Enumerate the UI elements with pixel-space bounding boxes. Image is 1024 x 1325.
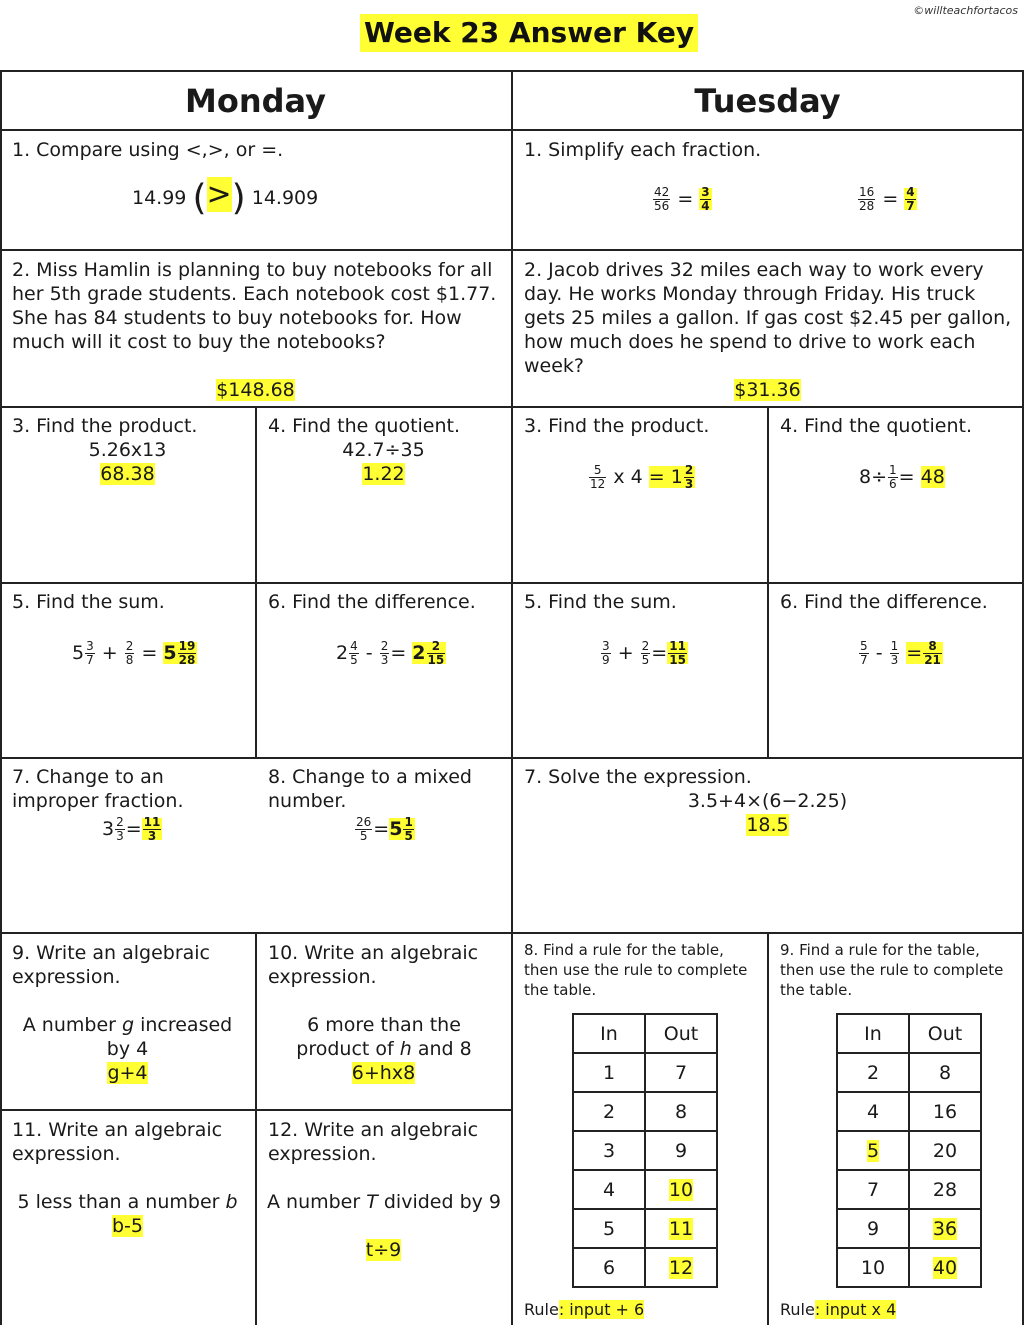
tue-q1-prompt: 1. Simplify each fraction. [524,139,762,161]
mon-q10-prompt: 10. Write an algebraic expression. [268,942,479,988]
mon-q8-prompt: 8. Change to a mixed number. [268,766,472,812]
mon-q1-comparison: 14.99 (>) 14.909 [132,177,319,219]
mon-q10-answer: 6+hx8 [351,1062,416,1084]
table-row: 4 10 [573,1170,717,1209]
table-row: 2 8 [573,1092,717,1131]
mon-q9-desc: A number g increased by 4 [22,1014,233,1060]
mon-q8-answer: 5 $\frac{1}{5}$ [389,815,413,843]
mon-q6-work: 2 $\frac{4}{5}$ - $\frac{2}{3}$ = 2 $\frac{2}{15}$ [336,639,445,667]
table-row: 5 11 [573,1209,717,1248]
tue-q8-answer: : input + 6 [558,1300,645,1319]
mon-q11-prompt: 11. Write an algebraic expression. [12,1119,223,1165]
mon-q1-answer: > [206,177,232,212]
mon-q9-answer: g+4 [107,1062,148,1084]
mon-q5-answer: 5 $\frac{19}{28}$ [163,639,196,667]
mon-q12-prompt: 12. Write an algebraic expression. [268,1119,479,1165]
mon-q2-answer-row [0,378,511,402]
tue-q2-answer: $31.36 [734,379,801,401]
tue-q5-work: $\frac{3}{9}$ + $\frac{2}{5}$ = $\frac{11}{15}$ [602,639,686,667]
tue-q8-prompt: 8. Find a rule for the table, then use the rule to complete the table. [524,941,748,999]
table-row: 5 20 [837,1131,981,1170]
table-row: 1 7 [573,1053,717,1092]
tue-q6-work: $\frac{5}{7}$ - $\frac{1}{3}$ = $\frac{8}{21}$ [860,639,941,667]
tue-q5-answer: $\frac{11}{15}$ [669,639,686,667]
tue-q7-expr: 3.5+4×(6−2.25) [687,790,848,812]
tue-q6-answer: = $\frac{8}{21}$ [906,639,941,667]
mon-q1-prompt: 1. Compare using <,>, or =. [12,139,284,161]
mon-q6-answer: 2 $\frac{2}{15}$ [412,639,445,667]
mon-q3-expr: 5.26x13 [88,439,167,461]
tue-q8-io-table: In Out 1 7 2 8 3 9 4 10 5 11 6 12 [572,1013,718,1288]
mon-q9-prompt: 9. Write an algebraic expression. [12,942,211,988]
mon-q7-work: 3 $\frac{2}{3}$ = $\frac{11}{3}$ [102,815,161,843]
mon-q6-prompt: 6. Find the difference. [268,591,476,613]
tue-q4-answer: 48 [920,466,945,488]
tue-q3-work: $\frac{5}{12}$ x 4 = 1 $\frac{2}{3}$ [590,463,694,491]
mon-q10-desc: 6 more than the product of h and 8 [296,1014,472,1060]
mon-q5-work: 5 $\frac{3}{7}$ + $\frac{2}{8}$ = 5 $\frac{19}{28}$ [72,639,196,667]
tue-q9-answer: : input x 4 [814,1300,897,1319]
tue-q7-answer: 18.5 [746,814,789,836]
monday-heading: Monday [185,82,326,120]
mon-q8-work: $\frac{26}{5}$ =5 $\frac{1}{5}$ [356,815,413,843]
table-row: 10 40 [837,1248,981,1287]
mon-q4-prompt: 4. Find the quotient. [268,415,461,437]
mon-q5-prompt: 5. Find the sum. [12,591,165,613]
tue-q4-prompt: 4. Find the quotient. [780,415,973,437]
tue-q2-prompt: 2. Jacob drives 32 miles each way to work every day. He works Monday through Friday. His truck gets 25 miles a gallon. If gas cost $2.45 per gallon, how much does he spend to drive to work each week? [524,259,1012,377]
table-row: 9 36 [837,1209,981,1248]
table-row: 2 8 [837,1053,981,1092]
mon-q3-prompt: 3. Find the product. [12,415,198,437]
tue-q3-prompt: 3. Find the product. [524,415,710,437]
tue-q9-rule: Rule: input x 4 [780,1300,897,1319]
tue-q7-prompt: 7. Solve the expression. [524,766,752,788]
tue-q9-io-table: In Out 2 8 4 16 5 20 7 28 9 36 10 40 [836,1013,982,1288]
mon-q2-answer: $148.68 [216,379,295,401]
mon-q4-answer: 1.22 [362,463,405,485]
tue-q1-answer-a: $\frac{3}{4}$ [701,185,710,213]
tue-q1-work-a: $\frac{42}{56}$ = $\frac{3}{4}$ [654,185,710,213]
tue-q3-answer: = 1 $\frac{2}{3}$ [648,463,694,491]
tue-q9-prompt: 9. Find a rule for the table, then use the rule to complete the table. [780,941,1004,999]
mon-q7-answer: $\frac{11}{3}$ [143,815,161,843]
tue-q8-rule: Rule: input + 6 [524,1300,645,1319]
table-row: 7 28 [837,1170,981,1209]
mon-q3-answer: 68.38 [100,463,155,485]
mon-q12-desc: A number T divided by 9 [266,1191,502,1213]
mon-q11-desc: 5 less than a number b [17,1191,238,1213]
table-row: 4 16 [837,1092,981,1131]
mon-q7-prompt: 7. Change to an improper fraction. [12,766,184,812]
mon-q2-prompt: 2. Miss Hamlin is planning to buy notebooks for all her 5th grade students. Each notebook cost $1.77. She has 84 students to buy notebooks for. How much will it cost to buy the notebooks? [12,259,497,353]
table-row: 3 9 [573,1131,717,1170]
tue-q1-work-b: $\frac{16}{28}$ = $\frac{4}{7}$ [859,185,915,213]
page-title: Week 23 Answer Key [360,14,698,52]
tue-q4-work: 8÷ $\frac{1}{6}$ = 48 [859,463,945,491]
tuesday-heading: Tuesday [694,82,841,120]
credit-watermark: ©willteachfortacos [913,4,1018,17]
mon-q11-answer: b-5 [111,1215,143,1237]
tue-q5-prompt: 5. Find the sum. [524,591,677,613]
mon-q12-answer: t÷9 [365,1239,402,1261]
mon-q4-expr: 42.7÷35 [342,439,425,461]
tue-q6-prompt: 6. Find the difference. [780,591,988,613]
table-row: 6 12 [573,1248,717,1287]
tue-q1-answer-b: $\frac{4}{7}$ [906,185,915,213]
